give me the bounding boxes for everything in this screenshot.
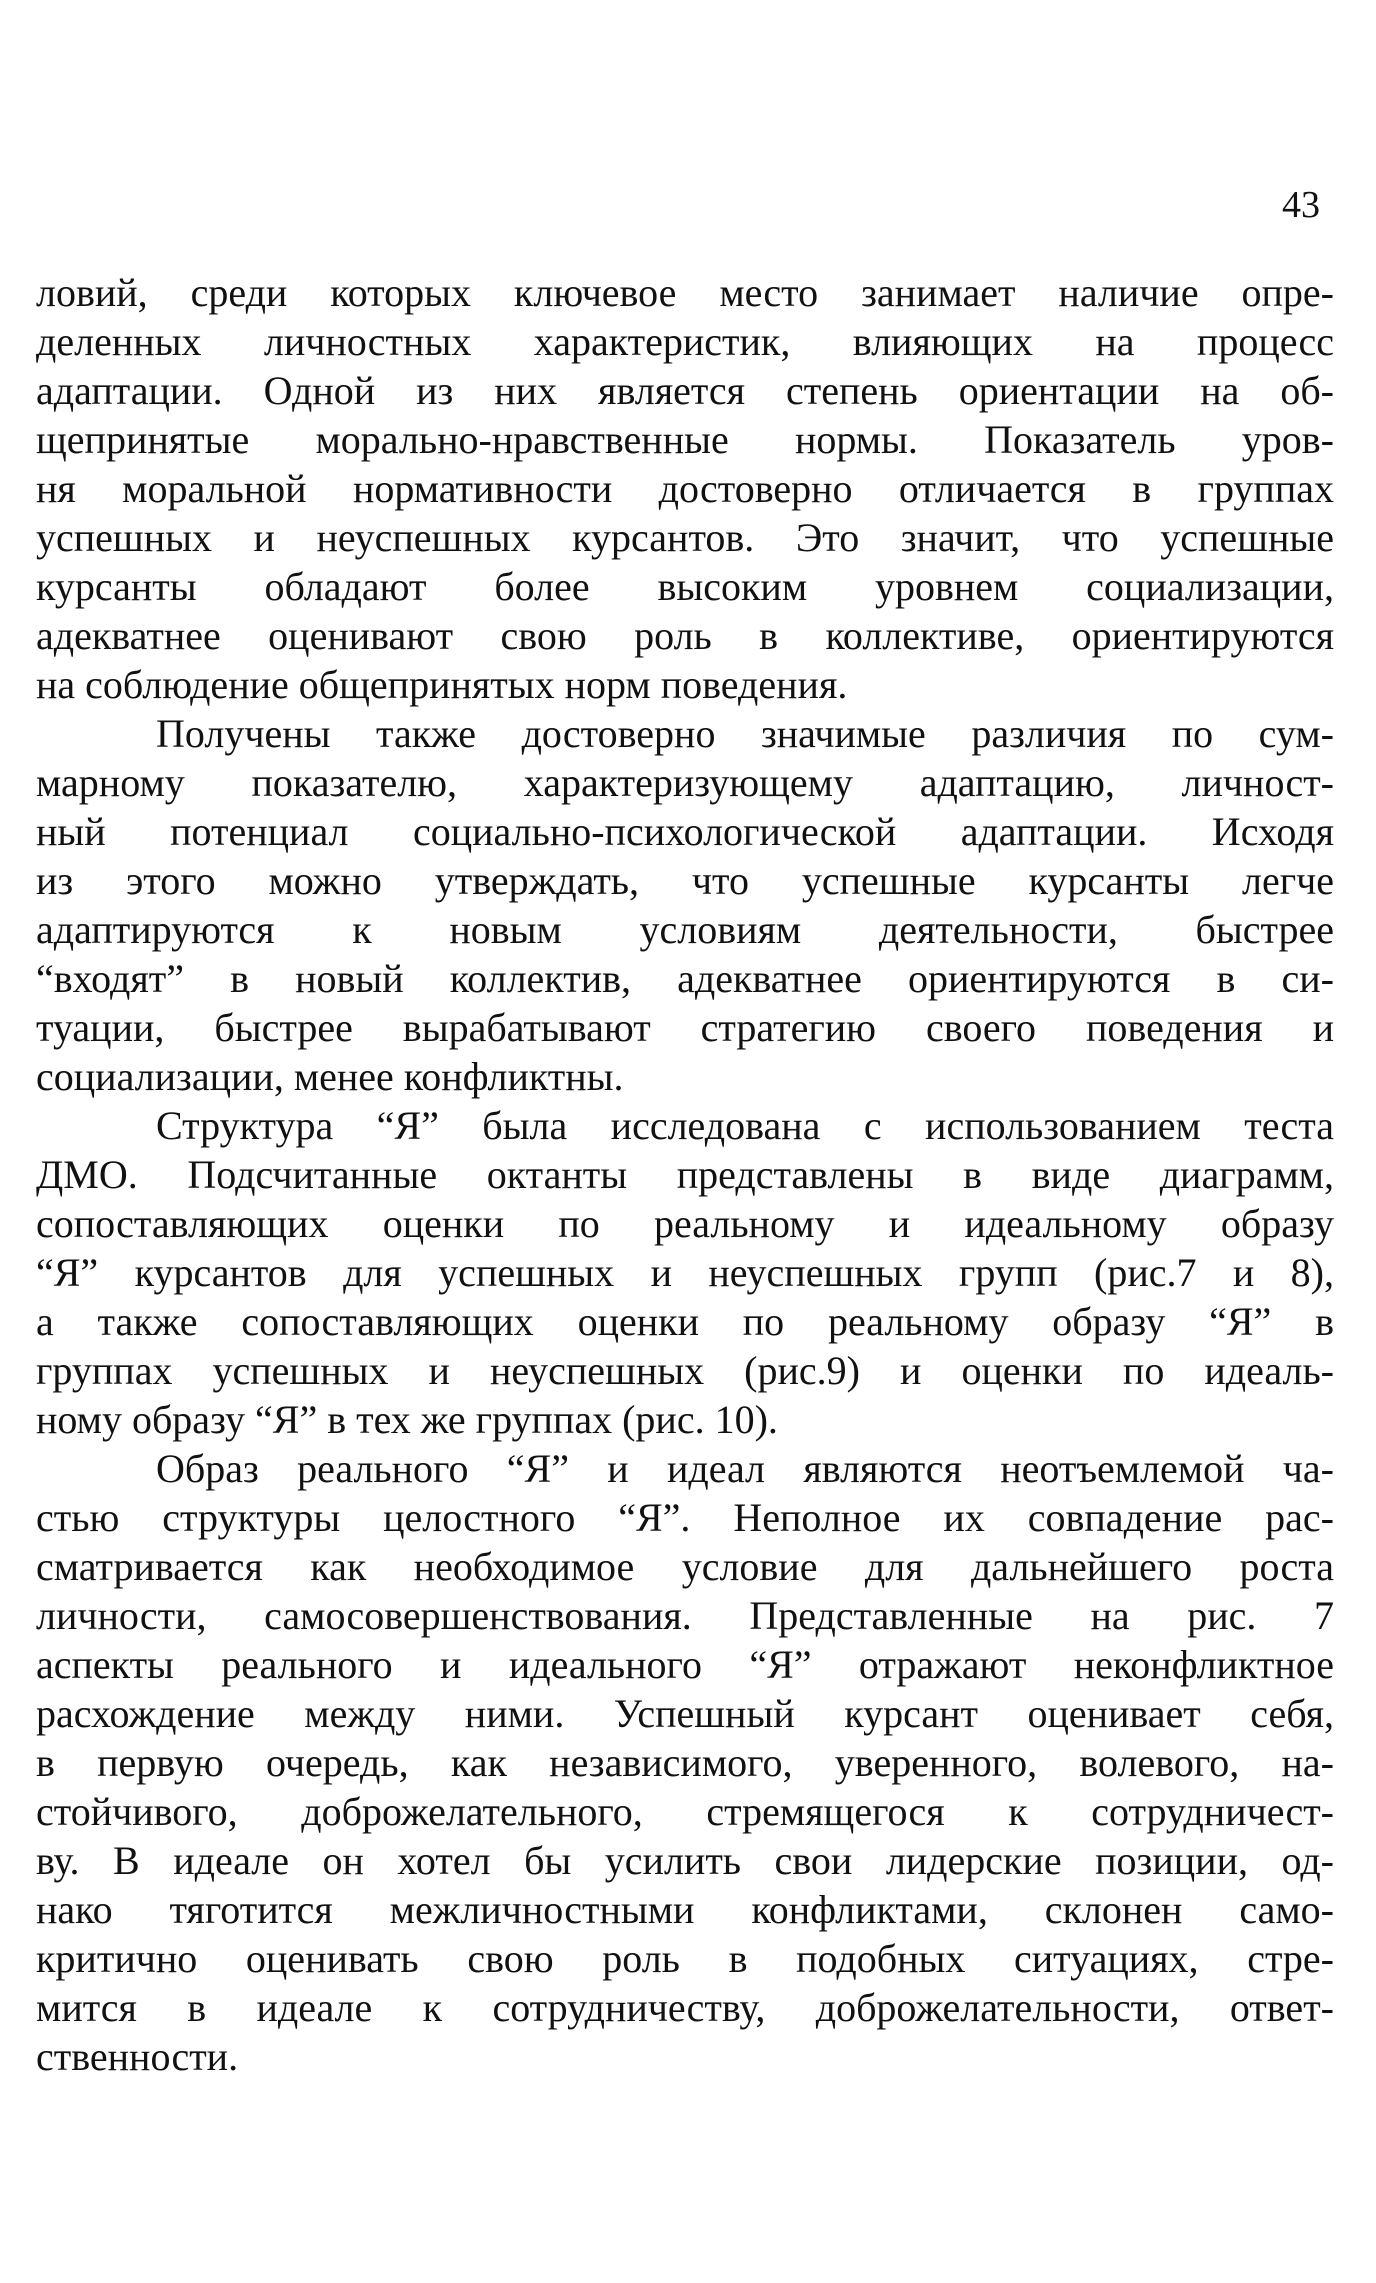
text-line: Образ реального “Я” и идеал являются неотъемлемой ча- — [156, 1446, 1334, 1491]
text-line: мится в идеале к сотрудничеству, доброжелательности, ответ- — [36, 1985, 1334, 2030]
text-line: социализации, менее конфликтны. — [36, 1054, 624, 1099]
text-line: из этого можно утверждать, что успешные курсанты легче — [36, 858, 1334, 903]
text-line: ву. В идеале он хотел бы усилить свои лидерские позиции, од- — [36, 1838, 1334, 1883]
text-line: туации, быстрее вырабатывают стратегию своего поведения и — [36, 1005, 1334, 1050]
paragraph — [36, 709, 1334, 1101]
text-line: в первую очередь, как независимого, уверенного, волевого, на- — [36, 1740, 1334, 1785]
text-line: “Я” курсантов для успешных и неуспешных групп (рис.7 и 8), — [36, 1250, 1334, 1295]
text-line: адекватнее оценивают свою роль в коллективе, ориентируются — [36, 613, 1334, 658]
page-number: 43 — [1282, 184, 1320, 226]
paragraph — [36, 1444, 1334, 2081]
text-line: щепринятые морально-нравственные нормы. Показатель уров- — [36, 417, 1334, 462]
paragraph — [36, 268, 1334, 709]
text-line: стью структуры целостного “Я”. Неполное их совпадение рас- — [36, 1495, 1334, 1540]
text-line: сматривается как необходимое условие для дальнейшего роста — [36, 1544, 1334, 1589]
text-line: успешных и неуспешных курсантов. Это значит, что успешные — [36, 515, 1334, 560]
text-line: на соблюдение общепринятых норм поведения. — [36, 662, 848, 707]
text-line: деленных личностных характеристик, влияющих на процесс — [36, 319, 1334, 364]
text-line: нако тяготится межличностными конфликтами, склонен само- — [36, 1887, 1334, 1932]
text-line: адаптации. Одной из них является степень ориентации на об- — [36, 368, 1334, 413]
text-line: расхождение между ними. Успешный курсант оценивает себя, — [36, 1691, 1334, 1736]
text-line: Структура “Я” была исследована с использованием теста — [156, 1103, 1334, 1148]
text-line: ловий, среди которых ключевое место занимает наличие опре- — [36, 270, 1334, 315]
text-line: марному показателю, характеризующему адаптацию, личност- — [36, 760, 1334, 805]
text-line: а также сопоставляющих оценки по реальному образу “Я” в — [36, 1299, 1334, 1344]
text-line: критично оценивать свою роль в подобных ситуациях, стре- — [36, 1936, 1334, 1981]
paragraph — [36, 1101, 1334, 1444]
text-line: сопоставляющих оценки по реальному и идеальному образу — [36, 1201, 1334, 1246]
body-text — [36, 268, 1334, 2081]
text-line: личности, самосовершенствования. Представленные на рис. 7 — [36, 1593, 1334, 1638]
text-line: Получены также достоверно значимые различия по сум- — [156, 711, 1334, 756]
text-line: ному образу “Я” в тех же группах (рис. 10). — [36, 1397, 778, 1442]
text-line: аспекты реального и идеального “Я” отражают неконфликтное — [36, 1642, 1334, 1687]
text-line: ДМО. Подсчитанные октанты представлены в виде диаграмм, — [36, 1152, 1334, 1197]
text-line: адаптируются к новым условиям деятельности, быстрее — [36, 907, 1334, 952]
text-line: курсанты обладают более высоким уровнем социализации, — [36, 564, 1334, 609]
text-line: группах успешных и неуспешных (рис.9) и оценки по идеаль- — [36, 1348, 1334, 1393]
text-line: стойчивого, доброжелательного, стремящегося к сотрудничест- — [36, 1789, 1334, 1834]
text-line: ный потенциал социально-психологической адаптации. Исходя — [36, 809, 1334, 854]
text-line: ственности. — [36, 2034, 239, 2079]
text-line: ня моральной нормативности достоверно отличается в группах — [36, 466, 1334, 511]
text-line: “входят” в новый коллектив, адекватнее ориентируются в си- — [36, 956, 1334, 1001]
